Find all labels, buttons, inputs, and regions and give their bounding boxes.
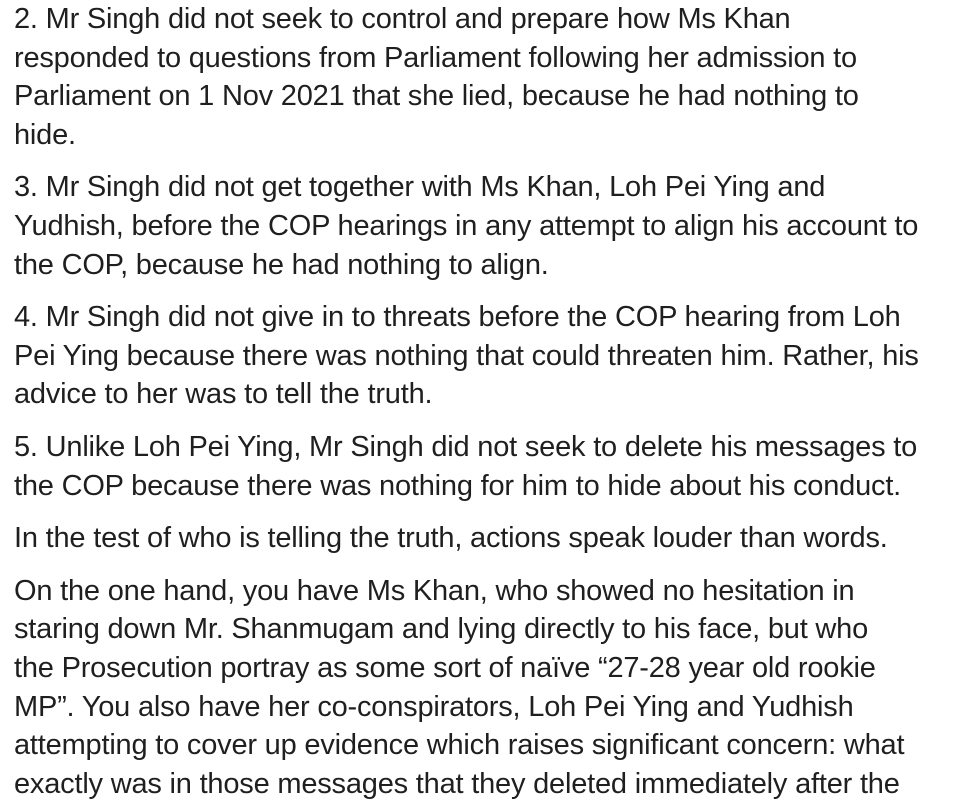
text-line: hide. [14, 118, 76, 151]
text-line: the COP because there was nothing for him to hide about his conduct. [14, 469, 902, 502]
text-line: Yudhish, before the COP hearings in any attempt to align his account to [14, 209, 919, 242]
text-line: advice to her was to tell the truth. [14, 378, 433, 411]
text-line: 2. Mr Singh did not seek to control and prepare how Ms Khan [14, 3, 791, 35]
paragraph-point-2 [14, 0, 950, 154]
paragraph-point-3 [14, 168, 950, 284]
text-line: attempting to cover up evidence which raises significant concern: what [14, 729, 905, 762]
text-line: In the test of who is telling the truth, actions speak louder than words. [14, 522, 888, 555]
paragraph-point-4 [14, 298, 950, 414]
text-line: MP”. You also have her co-conspirators, Loh Pei Ying and Yudhish [14, 690, 854, 723]
paragraph-on-the-one-hand [14, 572, 950, 804]
text-line: responded to questions from Parliament following her admission to [14, 41, 857, 74]
paragraph-actions-statement [14, 519, 950, 558]
text-line: On the one hand, you have Ms Khan, who showed no hesitation in [14, 574, 855, 607]
text-line: Parliament on 1 Nov 2021 that she lied, because he had nothing to [14, 80, 859, 113]
text-line: Pei Ying because there was nothing that could threaten him. Rather, his [14, 339, 919, 372]
text-line: 3. Mr Singh did not get together with Ms Khan, Loh Pei Ying and [14, 171, 826, 204]
text-line: exactly was in those messages that they deleted immediately after the [14, 767, 900, 800]
text-line: 5. Unlike Loh Pei Ying, Mr Singh did not seek to delete his messages to [14, 430, 918, 463]
text-line: staring down Mr. Shanmugam and lying directly to his face, but who [14, 613, 869, 646]
paragraph-point-5 [14, 428, 950, 505]
text-line: the Prosecution portray as some sort of naïve “27-28 year old rookie [14, 651, 876, 684]
text-line: the COP, because he had nothing to align. [14, 248, 549, 281]
text-line: 4. Mr Singh did not give in to threats before the COP hearing from Loh [14, 301, 901, 334]
